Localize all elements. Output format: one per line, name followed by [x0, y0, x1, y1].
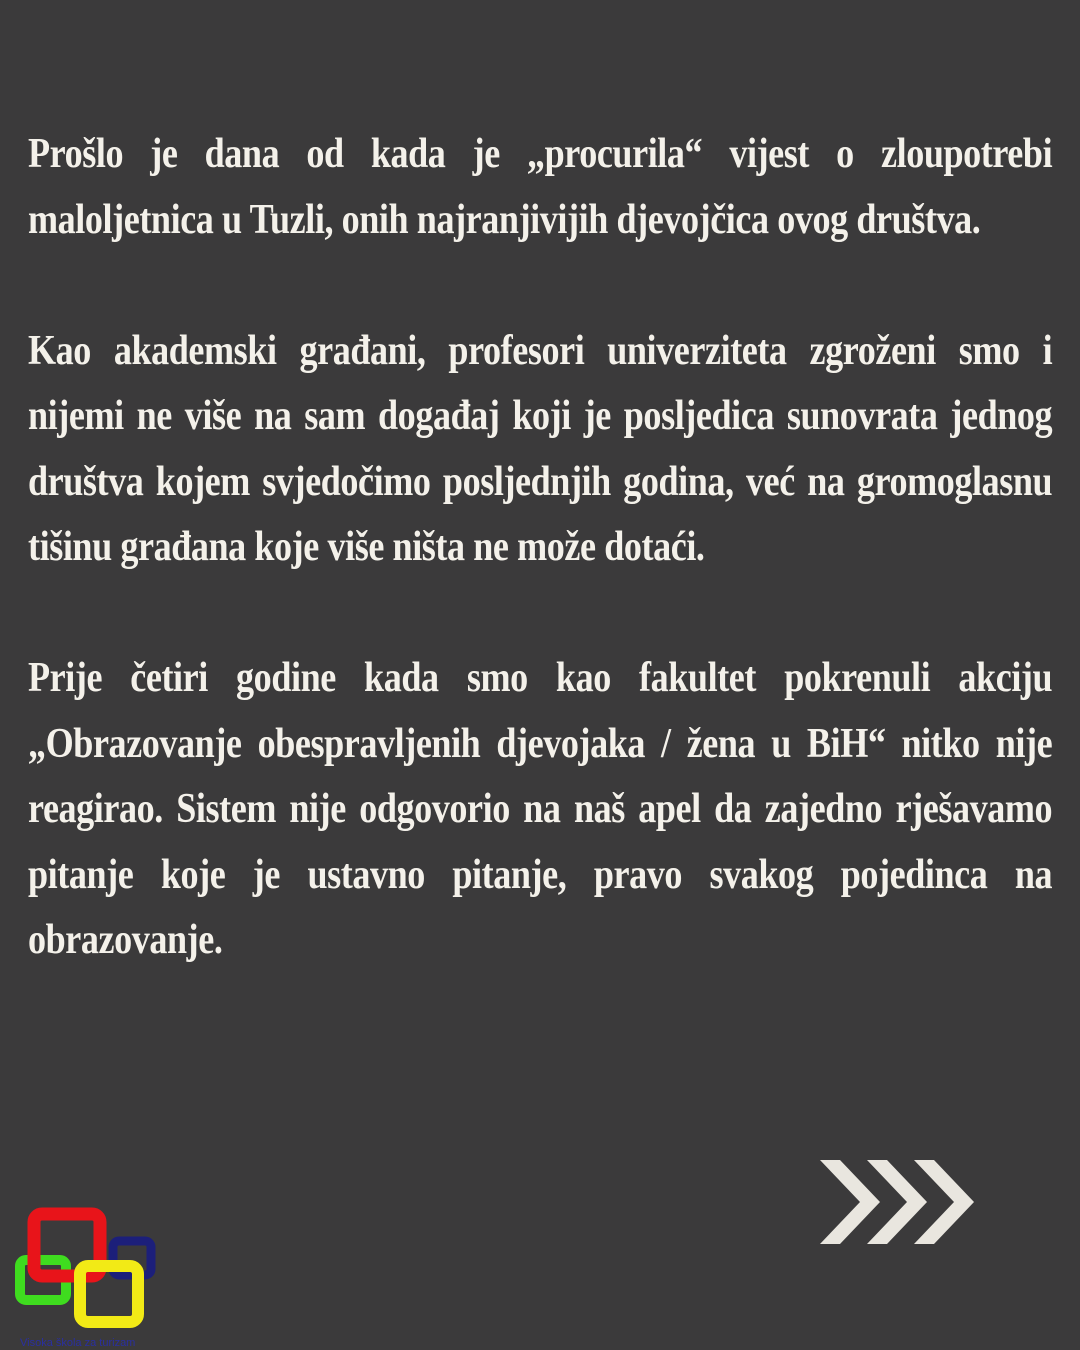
- paragraph-2: Kao akademski građani, profesori univerziteta zgroženi smo i nijemi ne više na sam događaj koji je posljedica sunovrata jednog društva kojem svjedočimo posljednjih godina, već na gromoglasnu tišinu građana koje više ništa ne može dotaći.: [28, 327, 1053, 570]
- logo-caption: Visoka škola za turizam: [20, 1337, 136, 1349]
- body-text: [28, 122, 1052, 1039]
- triple-chevron-right-icon[interactable]: [818, 1160, 974, 1244]
- paragraph-1: Prošlo je dana od kada je „procurila“ vijest o zloupotrebi maloljetnica u Tuzli, onih najranjivijih djevojčica ovog društva.: [28, 131, 1053, 243]
- school-logo: [14, 1206, 164, 1350]
- paragraph-3: Prije četiri godine kada smo kao fakultet pokrenuli akciju „Obrazovanje obespravljenih djevojaka / žena u BiH“ nitko nije reagirao. Sistem nije odgovorio na naš apel da zajedno rješavamo pitanje koje je ustavno pitanje, pravo svakog pojedinca na obrazovanje.: [28, 655, 1053, 963]
